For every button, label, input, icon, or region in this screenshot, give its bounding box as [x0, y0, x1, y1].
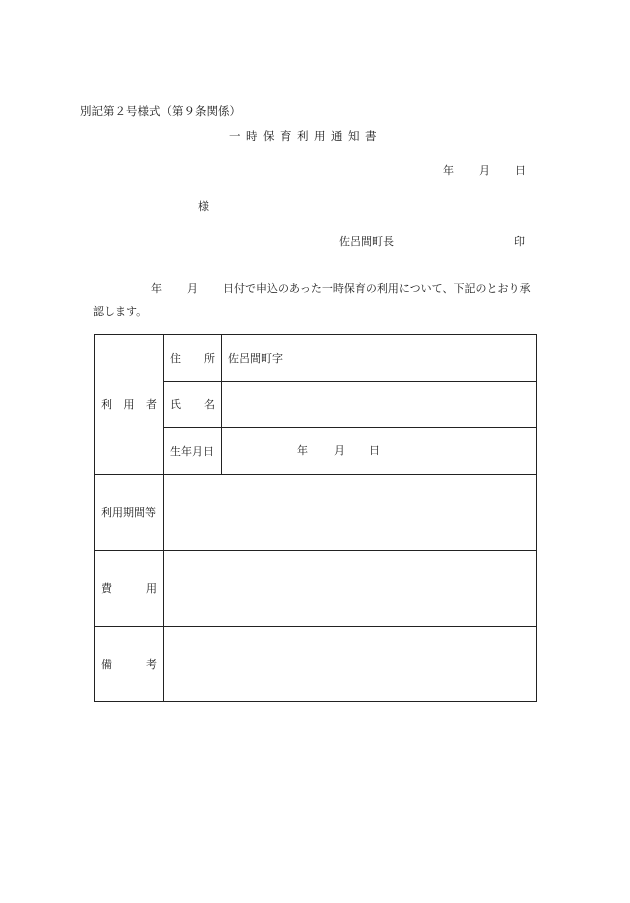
sender-name: 佐呂間町長	[339, 235, 394, 248]
body-line1: 日付で申込のあった一時保育の利用について、下記のとおり承	[223, 282, 531, 295]
remarks-label-char: 考	[146, 657, 157, 671]
address-value-cell[interactable]	[222, 335, 537, 382]
body-line2: 認します。	[93, 305, 148, 318]
body-year: 年	[151, 282, 162, 295]
period-value-cell[interactable]	[164, 475, 537, 551]
address-value: 佐呂間町字	[228, 351, 283, 365]
remarks-label-char: 備	[101, 657, 112, 671]
date-year: 年	[443, 164, 454, 177]
address-label-char: 所	[204, 351, 215, 365]
user-label-char: 者	[146, 398, 157, 411]
seal-mark: 印	[514, 235, 525, 248]
name-label-cell	[164, 382, 222, 428]
document-title: 一 時 保 育 利 用 通 知 書	[229, 129, 378, 143]
period-label: 利用期間等	[101, 506, 156, 519]
period-label-cell	[95, 475, 164, 551]
body-month: 月	[187, 282, 198, 295]
address-label-cell	[164, 335, 222, 382]
cost-value-cell[interactable]	[164, 551, 537, 627]
user-label-char: 利	[101, 398, 112, 411]
birth-month: 月	[334, 444, 345, 457]
birth-year: 年	[297, 444, 308, 457]
birth-label: 生年月日	[170, 444, 214, 458]
cost-label-char: 用	[146, 582, 157, 595]
date-month: 月	[479, 164, 490, 177]
name-label-char: 氏	[170, 398, 181, 411]
remarks-value-cell[interactable]	[164, 627, 537, 702]
birth-value-cell[interactable]	[222, 428, 537, 475]
address-label-char: 住	[170, 351, 181, 365]
addressee-honorific: 様	[198, 200, 209, 213]
form-number: 別記第２号様式（第９条関係）	[80, 104, 241, 118]
user-label-char: 用	[123, 398, 135, 411]
remarks-label-cell	[95, 627, 164, 702]
date-day: 日	[515, 164, 526, 177]
name-label-char: 名	[204, 398, 215, 411]
cost-label-cell	[95, 551, 164, 627]
name-value-cell[interactable]	[222, 382, 537, 428]
birth-day: 日	[369, 444, 380, 457]
cost-label-char: 費	[101, 582, 112, 595]
form-table	[94, 334, 537, 702]
user-label-cell	[95, 335, 164, 475]
birth-label-cell	[164, 428, 222, 475]
